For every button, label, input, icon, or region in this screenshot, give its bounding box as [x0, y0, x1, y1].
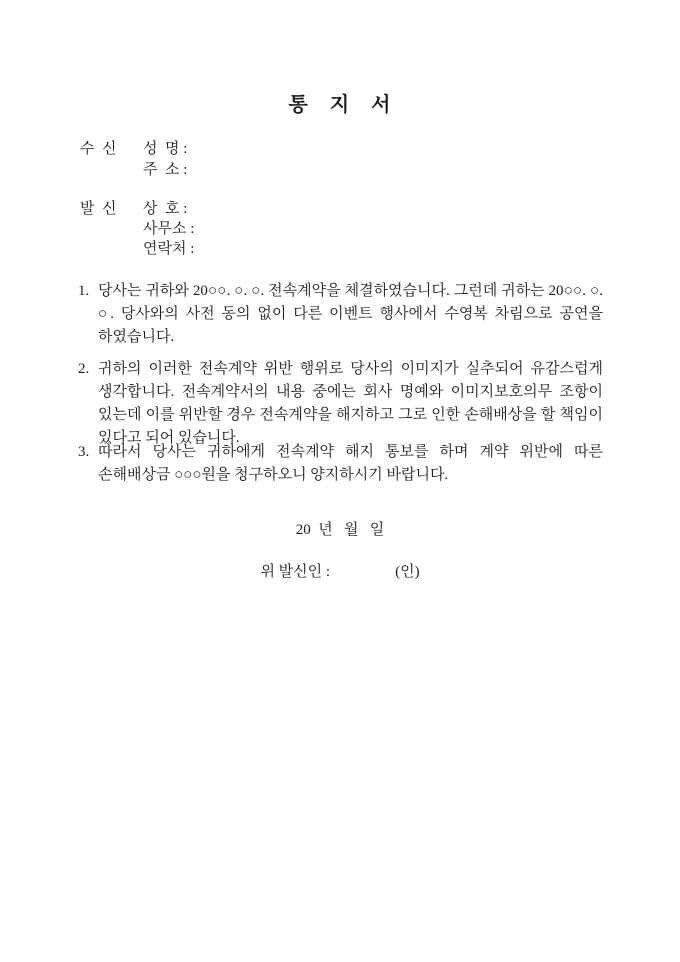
- seal-mark: (인): [395, 564, 420, 580]
- paragraph-3-text: 따라서 당사는 귀하에게 전속계약 해지 통보를 하며 계약 위반에 따른 손해배상금 ○○○원을 청구하오니 양지하시기 바랍니다.: [98, 444, 603, 483]
- sender-company-row: [143, 199, 197, 219]
- signature-line: [0, 561, 680, 584]
- recipient-name-row: [143, 139, 197, 159]
- sender-office-row: [143, 219, 204, 239]
- sender-contact-row: [143, 239, 204, 259]
- paragraph-2-number: 2.: [78, 361, 90, 377]
- recipient-address-row: [143, 160, 197, 180]
- paragraph-1-text: 당사는 귀하와 20○○. ○. ○. 전속계약을 체결하였습니다. 그런데 귀하는 20○○. ○. ○. 당사와의 사전 동의 없이 다른 이벤트 행사에서 수영복 차림으로 공연을 하였습니다.: [98, 283, 603, 345]
- sender-office-label: 사무소 :: [143, 221, 195, 237]
- sender-contact-label: 연락처 :: [143, 241, 195, 257]
- sender-signature-label: 위 발신인 :: [260, 564, 331, 580]
- recipient-name-label: 성 명 :: [143, 141, 188, 157]
- paragraph-1-number: 1.: [78, 283, 90, 299]
- paragraph-2-text: 귀하의 이러한 전속계약 위반 행위로 당사의 이미지가 실추되어 유감스럽게 생각합니다. 전속계약서의 내용 중에는 회사 명예와 이미지보호의무 조항이 있는데 이를 위반할 경우 전속계약을 해지하고 그로 인한 손해배상을 할 책임이 있다고 되어 있습니다.: [98, 361, 603, 446]
- paragraph-3-number: 3.: [78, 444, 90, 460]
- sender-label: 발 신: [80, 201, 117, 217]
- date-line: 20 년 월 일: [295, 522, 385, 538]
- paragraph-2: [78, 358, 603, 450]
- sender-company-label: 상 호 :: [143, 201, 188, 217]
- paragraph-3: [78, 441, 603, 487]
- recipient-label: 수 신: [80, 141, 117, 157]
- paragraph-1: [78, 280, 603, 349]
- recipient-address-label: 주 소 :: [143, 162, 188, 178]
- document-title: 통 지 서: [288, 94, 392, 116]
